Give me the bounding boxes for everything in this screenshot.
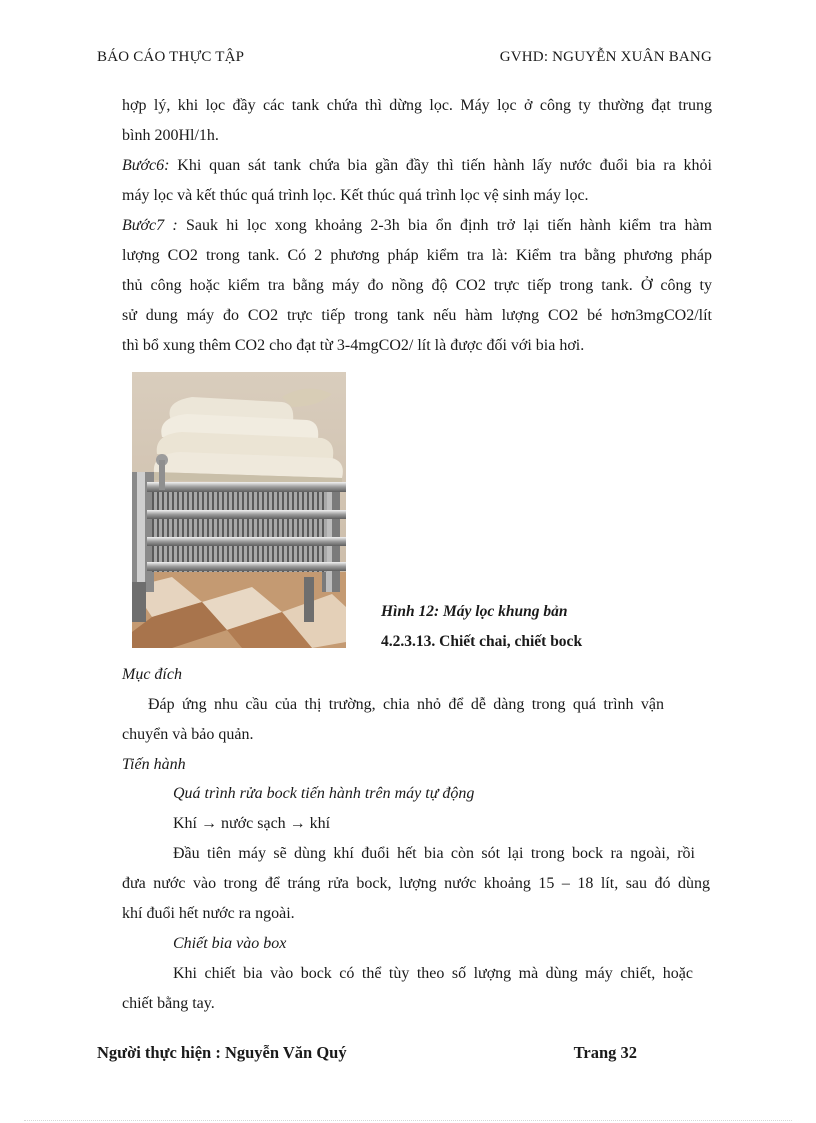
paragraph-line: thủ công hoặc kiểm tra bằng máy đo nồng độ CO2 trực tiếp trong tank. Ở công ty: [122, 277, 712, 294]
header-title: BÁO CÁO THỰC TẬP: [97, 49, 245, 65]
paragraph-line: đưa nước vào trong để tráng rửa bock, lượng nước khoảng 15 – 18 lít, sau đó dùng: [122, 875, 710, 892]
paragraph-line: bình 200Hl/1h.: [122, 127, 219, 144]
page-header: [97, 49, 712, 69]
paragraph-line: thì bổ xung thêm CO2 cho đạt từ 3-4mgCO2/ lít là được đối với bia hơi.: [122, 337, 585, 354]
step6-text: Khi quan sát tank chứa bia gần đầy thì tiến hành lấy nước đuổi bia ra khỏi: [169, 157, 712, 174]
wash-heading: Quá trình rửa bock tiến hành trên máy tự động: [173, 785, 475, 802]
step6-line: [122, 155, 712, 177]
step7-line: [122, 215, 712, 237]
process-heading: Tiến hành: [122, 756, 186, 773]
paragraph-line: Đầu tiên máy sẽ dùng khí đuổi hết bia còn sót lại trong bock ra ngoài, rồi: [173, 845, 695, 862]
paragraph-line: Đáp ứng nhu cầu của thị trường, chia nhỏ để dễ dàng trong quá trình vận: [148, 696, 664, 713]
paragraph-line: chiết bằng tay.: [122, 995, 215, 1012]
paragraph-line: Khi chiết bia vào bock có thể tùy theo số lượng mà dùng máy chiết, hoặc: [173, 965, 693, 982]
fill-heading: Chiết bia vào box: [173, 935, 287, 952]
page-bottom-border: [24, 1120, 792, 1121]
step7-label: Bước7 :: [122, 217, 178, 234]
paragraph-line: sử dung máy đo CO2 trực tiếp trong tank nếu hàm lượng CO2 bé hơn3mgCO2/lít: [122, 307, 712, 324]
header-supervisor: GVHD: NGUYỄN XUÂN BANG: [499, 49, 712, 65]
purpose-heading: Mục đích: [122, 666, 182, 683]
step6-label: Bước6:: [122, 157, 170, 174]
paragraph-line: máy lọc và kết thúc quá trình lọc. Kết thúc quá trình lọc vệ sinh máy lọc.: [122, 187, 589, 204]
filter-press-photo: [132, 372, 346, 648]
paragraph-line: chuyển và bảo quản.: [122, 726, 254, 743]
figure-caption: Hình 12: Máy lọc khung bản: [381, 603, 568, 620]
process-flow: Khí → nước sạch → khí: [173, 815, 331, 832]
paragraph-line: lượng CO2 trong tank. Có 2 phương pháp kiểm tra là: Kiểm tra bằng phương pháp: [122, 247, 712, 264]
paragraph-line: khí đuổi hết nước ra ngoài.: [122, 905, 295, 922]
paragraph-line: hợp lý, khi lọc đầy các tank chứa thì dừng lọc. Máy lọc ở công ty thường đạt trung: [122, 97, 712, 114]
step7-text: Sauk hi lọc xong khoảng 2-3h bia ổn định trở lại tiến hành kiểm tra hàm: [177, 217, 713, 234]
section-heading: 4.2.3.13. Chiết chai, chiết bock: [381, 633, 583, 650]
footer-author: Người thực hiện : Nguyễn Văn Quý: [97, 1043, 347, 1062]
page-number: Trang 32: [573, 1043, 637, 1062]
